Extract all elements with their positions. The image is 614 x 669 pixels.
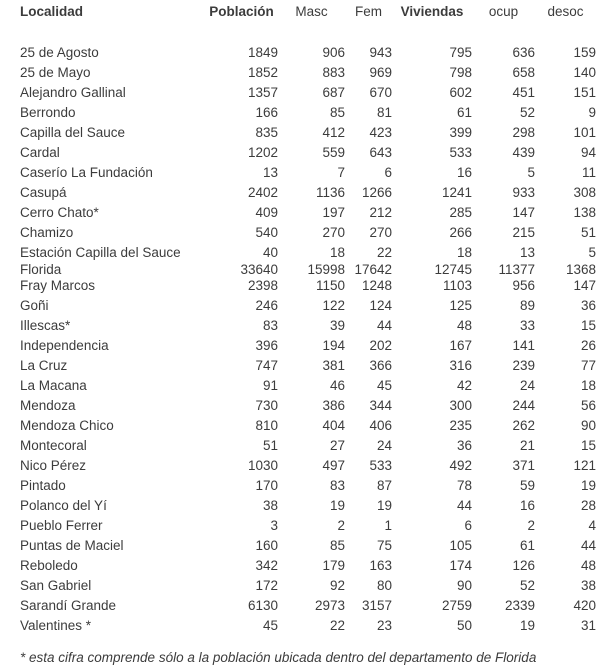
cell-desoc: 420 <box>573 598 596 613</box>
cell-fem: 1248 <box>361 278 392 293</box>
cell-localidad: Goñi <box>20 298 49 313</box>
cell-fem: 270 <box>369 225 392 240</box>
table-row <box>20 203 596 223</box>
cell-localidad: 25 de Mayo <box>20 65 91 80</box>
cell-viviendas: 174 <box>449 558 472 573</box>
cell-localidad: San Gabriel <box>20 578 92 593</box>
cell-localidad: Pueblo Ferrer <box>20 518 103 533</box>
cell-desoc: 90 <box>580 418 596 433</box>
cell-ocup: 215 <box>512 225 535 240</box>
document-page <box>0 4 614 669</box>
table-row <box>20 163 596 183</box>
cell-ocup: 59 <box>519 478 535 493</box>
cell-fem: 163 <box>369 558 392 573</box>
cell-desoc: 15 <box>580 438 596 453</box>
table-row <box>20 556 596 576</box>
cell-poblacion: 33640 <box>240 262 278 277</box>
cell-desoc: 5 <box>588 245 596 260</box>
cell-fem: 124 <box>369 298 392 313</box>
cell-poblacion: 83 <box>262 318 278 333</box>
cell-viviendas: 285 <box>449 205 472 220</box>
cell-fem: 17642 <box>354 262 392 277</box>
cell-masc: 122 <box>322 298 345 313</box>
cell-ocup: 126 <box>512 558 535 573</box>
cell-fem: 19 <box>376 498 392 513</box>
table-row <box>20 243 596 263</box>
cell-viviendas: 12745 <box>434 262 472 277</box>
cell-viviendas: 1241 <box>441 185 472 200</box>
cell-localidad: Alejandro Gallinal <box>20 85 126 100</box>
table-row <box>20 123 596 143</box>
table-header <box>20 4 596 43</box>
cell-viviendas: 300 <box>449 398 472 413</box>
cell-poblacion: 835 <box>255 125 278 140</box>
table-row <box>20 336 596 356</box>
cell-desoc: 151 <box>573 85 596 100</box>
cell-poblacion: 1357 <box>247 85 278 100</box>
cell-poblacion: 166 <box>255 105 278 120</box>
cell-poblacion: 342 <box>255 558 278 573</box>
cell-desoc: 19 <box>580 478 596 493</box>
cell-ocup: 13 <box>519 245 535 260</box>
cell-viviendas: 105 <box>449 538 472 553</box>
cell-masc: 46 <box>329 378 345 393</box>
cell-viviendas: 44 <box>456 498 472 513</box>
cell-localidad: Florida <box>20 262 62 277</box>
cell-viviendas: 235 <box>449 418 472 433</box>
cell-masc: 497 <box>322 458 345 473</box>
cell-fem: 81 <box>376 105 392 120</box>
cell-masc: 19 <box>329 498 345 513</box>
cell-ocup: 52 <box>519 105 535 120</box>
table-row <box>20 356 596 376</box>
cell-masc: 83 <box>329 478 345 493</box>
cell-masc: 18 <box>329 245 345 260</box>
cell-ocup: 451 <box>512 85 535 100</box>
table-row <box>20 276 596 296</box>
cell-viviendas: 125 <box>449 298 472 313</box>
table-row <box>20 596 596 616</box>
cell-ocup: 262 <box>512 418 535 433</box>
cell-masc: 85 <box>329 105 345 120</box>
cell-poblacion: 1849 <box>247 45 278 60</box>
cell-poblacion: 160 <box>255 538 278 553</box>
table-row <box>20 143 596 163</box>
cell-desoc: 51 <box>580 225 596 240</box>
table-row <box>20 263 596 276</box>
cell-localidad: Reboledo <box>20 558 78 573</box>
cell-localidad: Cerro Chato* <box>20 205 99 220</box>
cell-desoc: 121 <box>573 458 596 473</box>
cell-ocup: 33 <box>519 318 535 333</box>
cell-fem: 44 <box>376 318 392 333</box>
cell-ocup: 658 <box>512 65 535 80</box>
cell-masc: 2973 <box>314 598 345 613</box>
cell-localidad: Mendoza <box>20 398 76 413</box>
table-row <box>20 223 596 243</box>
cell-ocup: 61 <box>519 538 535 553</box>
cell-ocup: 16 <box>519 498 535 513</box>
cell-masc: 2 <box>337 518 345 533</box>
cell-masc: 412 <box>322 125 345 140</box>
cell-viviendas: 602 <box>449 85 472 100</box>
cell-ocup: 2 <box>527 518 535 533</box>
cell-viviendas: 795 <box>449 45 472 60</box>
table-row <box>20 456 596 476</box>
cell-poblacion: 6130 <box>247 598 278 613</box>
cell-localidad: Caserío La Fundación <box>20 165 153 180</box>
cell-localidad: Fray Marcos <box>20 278 96 293</box>
cell-fem: 366 <box>369 358 392 373</box>
footnote: * esta cifra comprende sólo a la población ubicada dentro del departamento de Florida <box>20 650 537 665</box>
cell-fem: 6 <box>384 165 392 180</box>
cell-poblacion: 1030 <box>247 458 278 473</box>
cell-poblacion: 38 <box>262 498 278 513</box>
cell-poblacion: 409 <box>255 205 278 220</box>
cell-masc: 270 <box>322 225 345 240</box>
table-row <box>20 516 596 536</box>
cell-ocup: 11377 <box>498 262 535 277</box>
cell-localidad: Nico Pérez <box>20 458 87 473</box>
cell-poblacion: 40 <box>262 245 278 260</box>
cell-masc: 194 <box>322 338 345 353</box>
cell-desoc: 26 <box>580 338 596 353</box>
table-row <box>20 416 596 436</box>
cell-poblacion: 2402 <box>247 185 278 200</box>
cell-masc: 1150 <box>315 278 345 293</box>
cell-fem: 212 <box>369 205 392 220</box>
table-row <box>20 296 596 316</box>
cell-fem: 643 <box>369 145 392 160</box>
cell-fem: 23 <box>376 618 392 633</box>
column-header-fem: Fem <box>355 4 382 19</box>
cell-poblacion: 730 <box>255 398 278 413</box>
cell-desoc: 1368 <box>565 262 596 277</box>
cell-fem: 670 <box>369 85 392 100</box>
cell-localidad: Pintado <box>20 478 66 493</box>
cell-masc: 15998 <box>307 262 345 277</box>
cell-viviendas: 6 <box>464 518 472 533</box>
cell-fem: 406 <box>369 418 392 433</box>
cell-masc: 22 <box>329 618 345 633</box>
cell-localidad: Casupá <box>20 185 67 200</box>
table-row <box>20 476 596 496</box>
cell-poblacion: 91 <box>262 378 278 393</box>
cell-fem: 943 <box>369 45 392 60</box>
cell-viviendas: 167 <box>449 338 472 353</box>
cell-ocup: 24 <box>519 378 535 393</box>
cell-viviendas: 36 <box>456 438 472 453</box>
cell-localidad: Chamizo <box>20 225 74 240</box>
cell-desoc: 31 <box>580 618 596 633</box>
table-row <box>20 316 596 336</box>
cell-poblacion: 246 <box>255 298 278 313</box>
cell-localidad: Montecoral <box>20 438 87 453</box>
cell-viviendas: 61 <box>456 105 472 120</box>
cell-viviendas: 399 <box>449 125 472 140</box>
cell-localidad: Valentines * <box>20 618 92 633</box>
cell-desoc: 36 <box>580 298 596 313</box>
cell-fem: 344 <box>369 398 392 413</box>
cell-masc: 85 <box>329 538 345 553</box>
cell-poblacion: 45 <box>262 618 278 633</box>
cell-localidad: Puntas de Maciel <box>20 538 124 553</box>
cell-viviendas: 533 <box>449 145 472 160</box>
cell-desoc: 56 <box>580 398 596 413</box>
cell-ocup: 244 <box>512 398 535 413</box>
cell-ocup: 933 <box>512 185 535 200</box>
column-header-ocup: ocup <box>488 4 519 19</box>
cell-fem: 3157 <box>361 598 392 613</box>
cell-masc: 39 <box>329 318 345 333</box>
cell-masc: 92 <box>329 578 345 593</box>
column-header-desoc: desoc <box>547 4 584 19</box>
cell-viviendas: 2759 <box>441 598 472 613</box>
cell-poblacion: 3 <box>270 518 278 533</box>
cell-fem: 22 <box>376 245 392 260</box>
cell-ocup: 5 <box>527 165 535 180</box>
cell-desoc: 94 <box>580 145 596 160</box>
table-row <box>20 376 596 396</box>
cell-masc: 906 <box>322 45 345 60</box>
cell-viviendas: 90 <box>456 578 472 593</box>
cell-poblacion: 1202 <box>247 145 278 160</box>
cell-ocup: 2339 <box>504 598 535 613</box>
column-header-masc: Masc <box>295 4 328 19</box>
cell-localidad: Mendoza Chico <box>20 418 114 433</box>
cell-viviendas: 48 <box>456 318 472 333</box>
cell-desoc: 4 <box>588 518 596 533</box>
cell-poblacion: 540 <box>255 225 278 240</box>
table-row <box>20 103 596 123</box>
localities-table <box>20 4 596 636</box>
table-row <box>20 183 596 203</box>
cell-ocup: 21 <box>519 438 535 453</box>
column-header-viviendas: Viviendas <box>400 4 464 19</box>
cell-ocup: 19 <box>519 618 535 633</box>
cell-desoc: 147 <box>573 278 596 293</box>
cell-masc: 197 <box>322 205 345 220</box>
cell-desoc: 48 <box>580 558 596 573</box>
cell-ocup: 147 <box>512 205 535 220</box>
column-header-poblacion: Población <box>209 4 274 19</box>
cell-masc: 27 <box>329 438 345 453</box>
table-header-row <box>20 4 596 43</box>
cell-desoc: 138 <box>573 205 596 220</box>
cell-fem: 423 <box>369 125 392 140</box>
cell-fem: 80 <box>376 578 392 593</box>
cell-masc: 883 <box>322 65 345 80</box>
cell-poblacion: 396 <box>255 338 278 353</box>
cell-localidad: Illescas* <box>20 318 71 333</box>
cell-poblacion: 2398 <box>247 278 278 293</box>
cell-fem: 1266 <box>361 185 392 200</box>
cell-masc: 381 <box>322 358 345 373</box>
cell-ocup: 89 <box>519 298 535 313</box>
cell-poblacion: 170 <box>255 478 278 493</box>
cell-fem: 87 <box>376 478 392 493</box>
cell-poblacion: 1852 <box>247 65 278 80</box>
cell-viviendas: 316 <box>449 358 472 373</box>
cell-localidad: Sarandí Grande <box>20 598 117 613</box>
cell-viviendas: 492 <box>449 458 472 473</box>
cell-fem: 533 <box>369 458 392 473</box>
table-row <box>20 536 596 556</box>
cell-ocup: 52 <box>519 578 535 593</box>
cell-ocup: 636 <box>512 45 535 60</box>
cell-poblacion: 172 <box>255 578 278 593</box>
table-row <box>20 43 596 63</box>
cell-fem: 45 <box>376 378 392 393</box>
cell-localidad: Cardal <box>20 145 60 160</box>
cell-localidad: Berrondo <box>20 105 76 120</box>
cell-masc: 559 <box>322 145 345 160</box>
cell-viviendas: 50 <box>456 618 472 633</box>
cell-ocup: 956 <box>512 278 535 293</box>
cell-desoc: 15 <box>580 318 596 333</box>
cell-desoc: 77 <box>580 358 596 373</box>
cell-poblacion: 51 <box>262 438 278 453</box>
cell-viviendas: 78 <box>456 478 472 493</box>
cell-ocup: 239 <box>512 358 535 373</box>
cell-fem: 24 <box>376 438 392 453</box>
cell-poblacion: 810 <box>255 418 278 433</box>
cell-poblacion: 747 <box>255 358 278 373</box>
table-row <box>20 496 596 516</box>
cell-localidad: La Cruz <box>20 358 68 373</box>
table-row <box>20 576 596 596</box>
table-row <box>20 436 596 456</box>
table-body <box>20 43 596 636</box>
cell-viviendas: 266 <box>449 225 472 240</box>
table-row <box>20 396 596 416</box>
cell-ocup: 439 <box>512 145 535 160</box>
cell-desoc: 308 <box>573 185 596 200</box>
cell-fem: 1 <box>384 518 392 533</box>
table-row <box>20 63 596 83</box>
cell-masc: 7 <box>337 165 345 180</box>
cell-masc: 404 <box>322 418 345 433</box>
cell-fem: 75 <box>376 538 392 553</box>
cell-fem: 969 <box>369 65 392 80</box>
cell-desoc: 140 <box>573 65 596 80</box>
table-row <box>20 616 596 636</box>
cell-ocup: 298 <box>512 125 535 140</box>
cell-desoc: 28 <box>580 498 596 513</box>
cell-masc: 1136 <box>315 185 345 200</box>
cell-desoc: 9 <box>588 105 596 120</box>
cell-masc: 687 <box>322 85 345 100</box>
cell-localidad: Independencia <box>20 338 109 353</box>
cell-desoc: 18 <box>580 378 596 393</box>
cell-localidad: La Macana <box>20 378 87 393</box>
cell-localidad: Polanco del Yí <box>20 498 107 513</box>
column-header-localidad: Localidad <box>20 4 84 19</box>
cell-ocup: 371 <box>512 458 535 473</box>
cell-viviendas: 42 <box>456 378 472 393</box>
cell-fem: 202 <box>369 338 392 353</box>
cell-poblacion: 13 <box>262 165 278 180</box>
cell-localidad: 25 de Agosto <box>20 45 99 60</box>
cell-desoc: 11 <box>581 165 596 180</box>
cell-viviendas: 16 <box>456 165 472 180</box>
cell-viviendas: 798 <box>449 65 472 80</box>
cell-desoc: 44 <box>580 538 596 553</box>
cell-desoc: 159 <box>573 45 596 60</box>
cell-masc: 386 <box>322 398 345 413</box>
table-row <box>20 83 596 103</box>
cell-localidad: Capilla del Sauce <box>20 125 126 140</box>
cell-ocup: 141 <box>512 338 535 353</box>
cell-viviendas: 18 <box>456 245 472 260</box>
cell-desoc: 101 <box>573 125 596 140</box>
cell-localidad: Estación Capilla del Sauce <box>20 245 181 260</box>
cell-desoc: 38 <box>580 578 596 593</box>
cell-masc: 179 <box>322 558 345 573</box>
cell-viviendas: 1103 <box>442 278 472 293</box>
